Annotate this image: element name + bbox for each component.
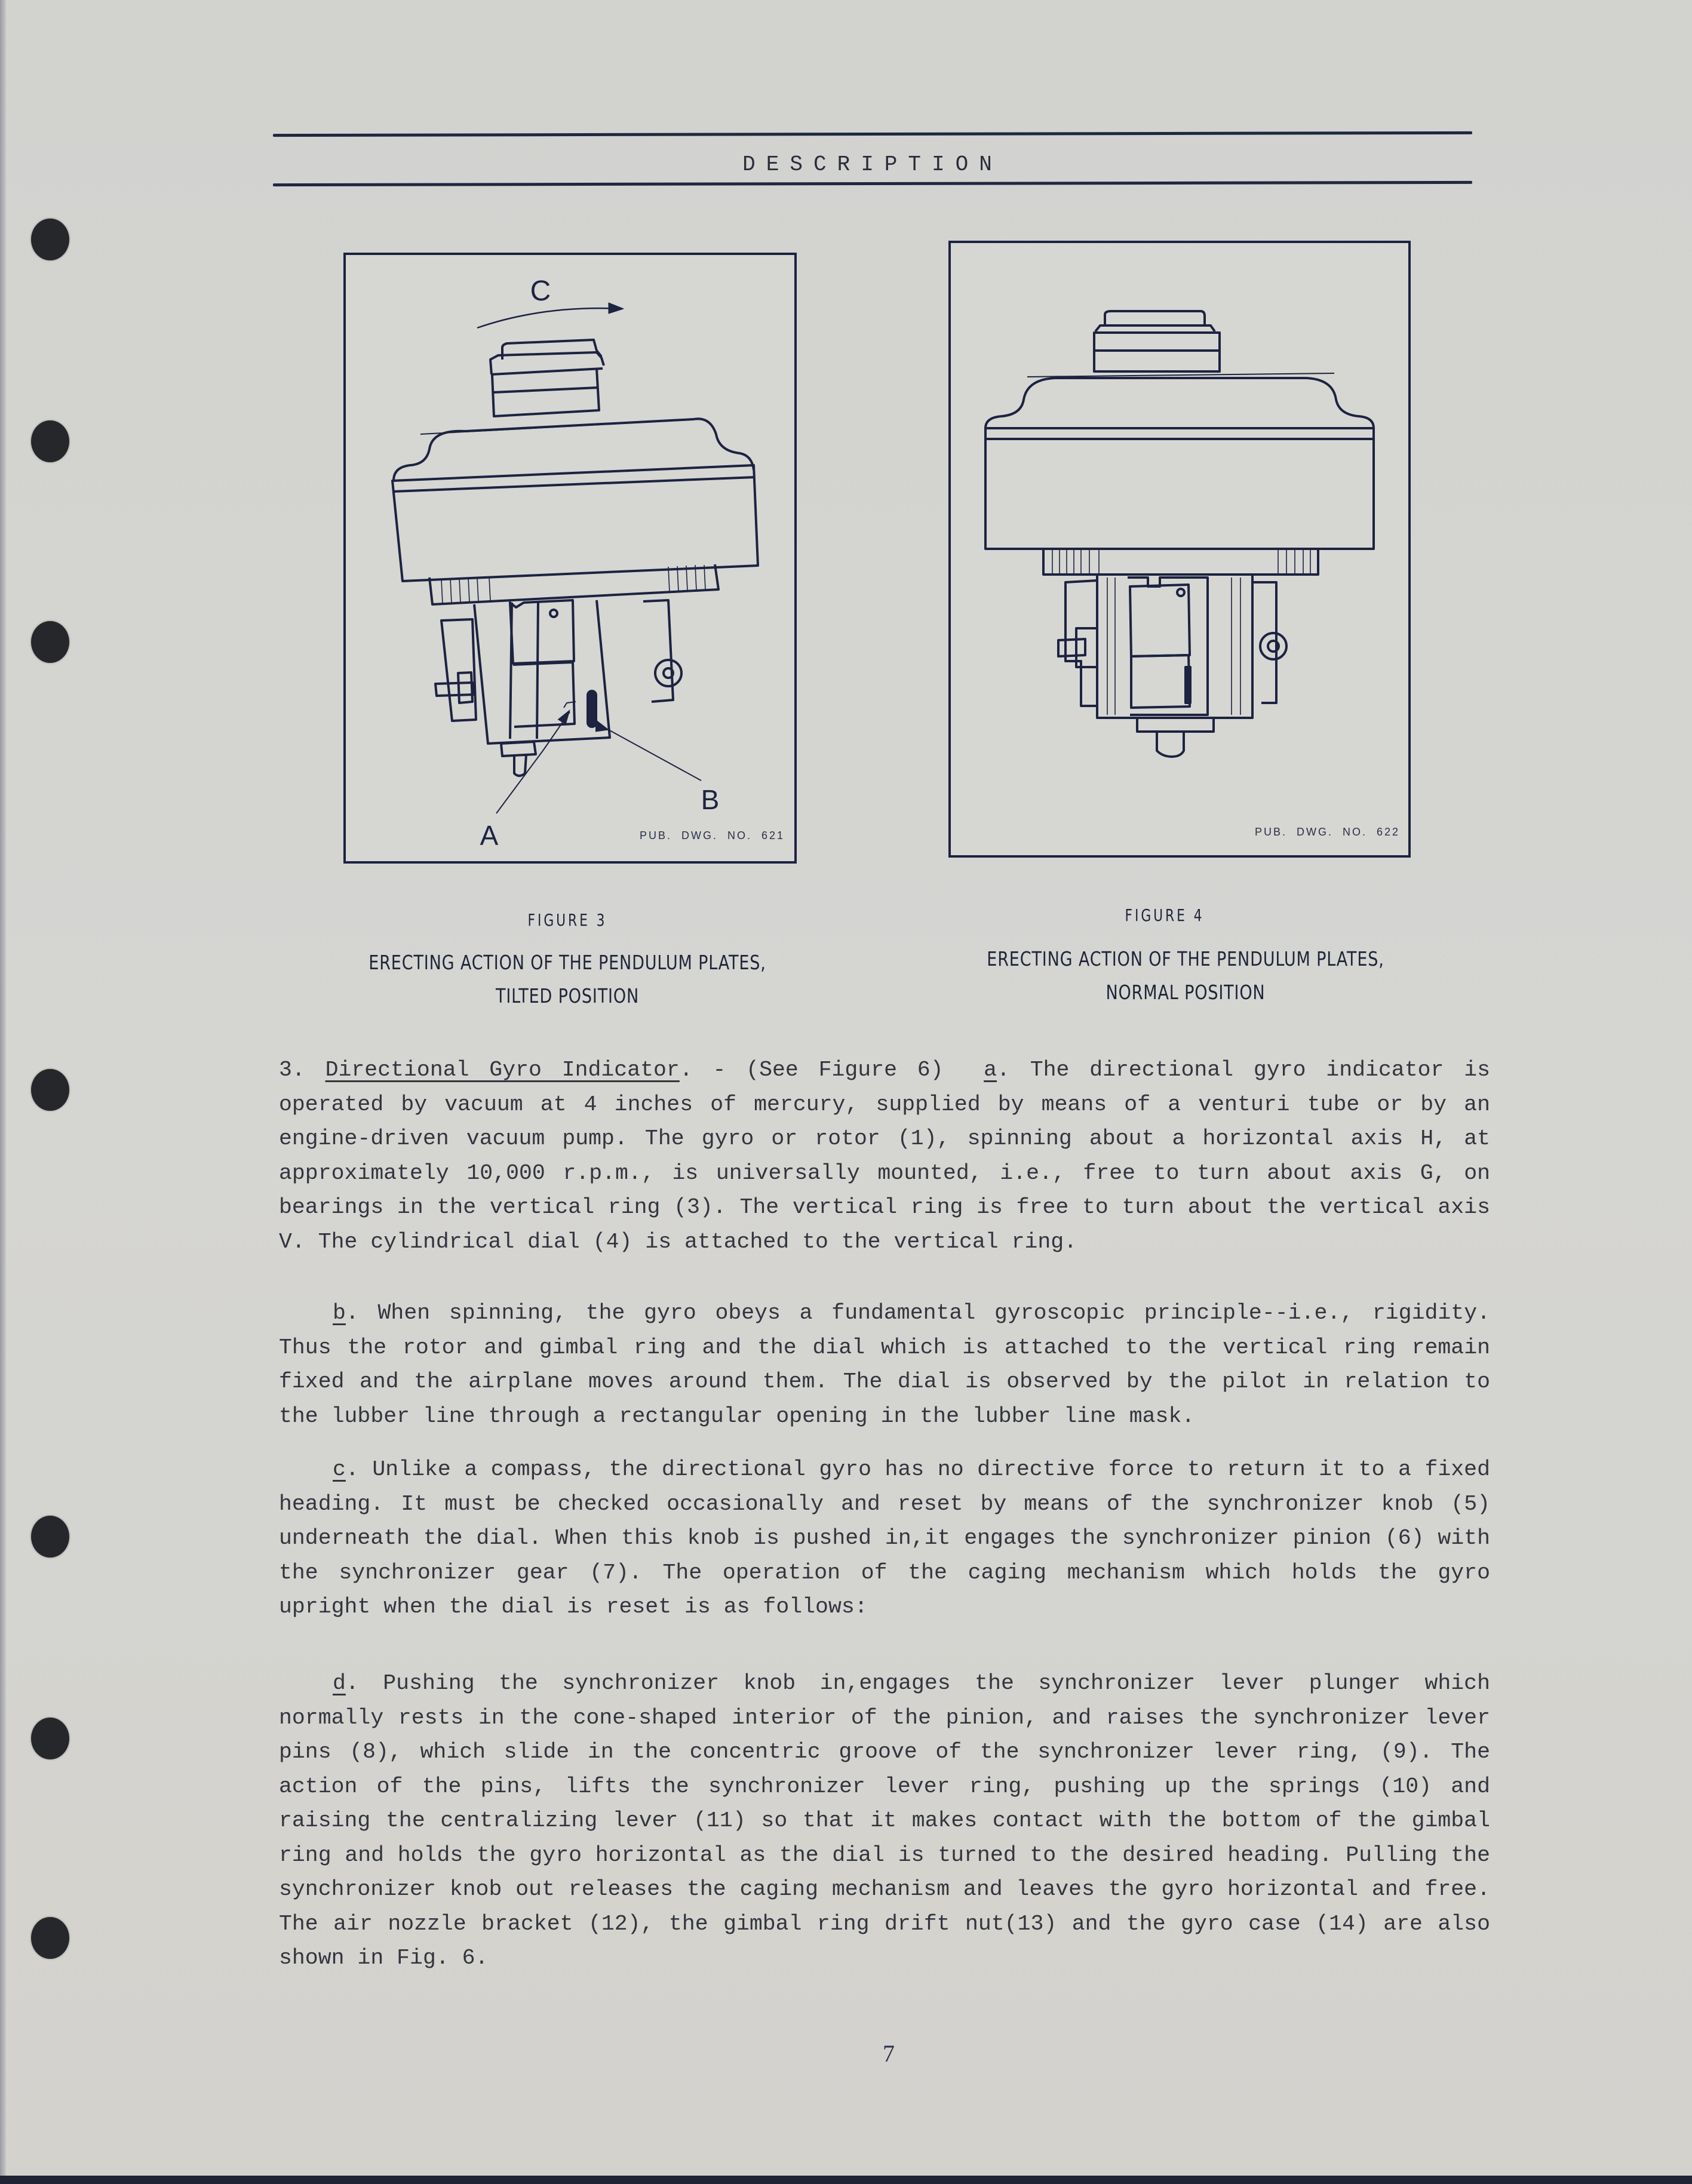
figure-4-caption-line1: ERECTING ACTION OF THE PENDULUM PLATES, xyxy=(987,947,1384,970)
figure-3-caption-line1: ERECTING ACTION OF THE PENDULUM PLATES, xyxy=(369,951,766,974)
binder-hole xyxy=(31,621,69,663)
paragraph-marker-a: a xyxy=(984,1058,997,1082)
figure-4-caption-line2: NORMAL POSITION xyxy=(1106,981,1266,1004)
gyro-tilted-illustration xyxy=(346,255,794,861)
paragraph-marker-d: d xyxy=(333,1671,346,1695)
binding-edge xyxy=(0,0,6,2184)
paragraph-marker-b: b xyxy=(333,1301,346,1325)
paragraph-text-b: . When spinning, the gyro obeys a fundamental gyroscopic principle--i.e., rigidity. Thus the rotor and gimbal ring and the dial which is attached to the vertical ring remain fixed and the airplane moves around them. The dial is observed by the pilot in relation to the lubber line through a rectangular opening in the lubber line mask. xyxy=(279,1301,1490,1429)
paragraph-marker-c: c xyxy=(333,1457,346,1482)
figure-3-caption-line2: TILTED POSITION xyxy=(495,984,640,1007)
page-header-title: DESCRIPTION xyxy=(742,152,1003,177)
figure-4-caption xyxy=(950,942,1420,1009)
binder-hole xyxy=(31,1718,69,1759)
figure-3-label: FIGURE 3 xyxy=(527,910,607,930)
paragraph-d xyxy=(279,1666,1490,1976)
callout-b: B xyxy=(701,784,720,815)
section-heading: Directional Gyro Indicator xyxy=(325,1058,680,1082)
gyro-normal-illustration xyxy=(951,243,1408,855)
figure-4-label: FIGURE 4 xyxy=(1125,905,1205,925)
paragraph-text-c: . Unlike a compass, the directional gyro has no directive force to return it to a fixed heading. It must be checked occasionally and reset by means of the synchronizer knob (5) underneath the dial. When this knob is pushed in,it engages the synchronizer pinion (6) with the synchronizer gear (7). The operation of the caging mechanism which holds the gyro upright when the dial is reset is as follows: xyxy=(279,1457,1490,1619)
drawing-number: PUB. DWG. NO. 621 xyxy=(639,830,785,841)
binder-hole xyxy=(31,420,69,462)
figure-3-frame xyxy=(343,253,797,864)
bottom-edge-shadow xyxy=(0,2176,1692,2184)
section-number: 3. xyxy=(279,1058,305,1082)
page-number: 7 xyxy=(883,2040,895,2067)
figure-4-frame xyxy=(948,241,1411,858)
drawing-number: PUB. DWG. NO. 622 xyxy=(1254,826,1400,838)
figure-3-caption xyxy=(332,946,802,1013)
paragraph-b xyxy=(279,1296,1490,1433)
paragraph-text-d: . Pushing the synchronizer knob in,engages the synchronizer lever plunger which normally rests in the cone-shaped interior of the pinion, and raises the synchronizer lever pins (8), which slide in the concentric groove of the synchronizer lever ring, (9). The action of the pins, lifts the synchronizer lever ring, pushing up the springs (10) and raising the centralizing lever (11) so that it makes contact with the bottom of the gimbal ring and holds the gyro horizontal as the dial is turned to the desired heading. Pulling the synchronizer knob out releases the caging mechanism and leaves the gyro horizontal and free. The air nozzle bracket (12), the gimbal ring drift nut(13) and the gyro case (14) are also shown in Fig. 6. xyxy=(279,1671,1490,1970)
callout-c: C xyxy=(530,275,551,307)
section-body xyxy=(279,1053,1490,1259)
section-heading-suffix: . - (See Figure 6) xyxy=(679,1058,944,1082)
paragraph-a xyxy=(279,1053,1490,1259)
callout-a: A xyxy=(480,820,499,851)
binder-hole xyxy=(31,219,69,260)
binder-hole xyxy=(31,1516,69,1558)
paragraph-c xyxy=(279,1452,1490,1624)
binder-hole xyxy=(31,1069,69,1111)
paragraph-text-a: . The directional gyro indicator is operated by vacuum at 4 inches of mercury, supplied by means of a venturi tube or by an engine-driven vacuum pump. The gyro or rotor (1), spinning about a horizontal axis H, at approximately 10,000 r.p.m., is universally mounted, i.e., free to turn about axis G, on bearings in the vertical ring (3). The vertical ring is free to turn about the vertical axis V. The cylindrical dial (4) is attached to the vertical ring. xyxy=(279,1058,1491,1254)
binder-hole xyxy=(31,1917,69,1959)
